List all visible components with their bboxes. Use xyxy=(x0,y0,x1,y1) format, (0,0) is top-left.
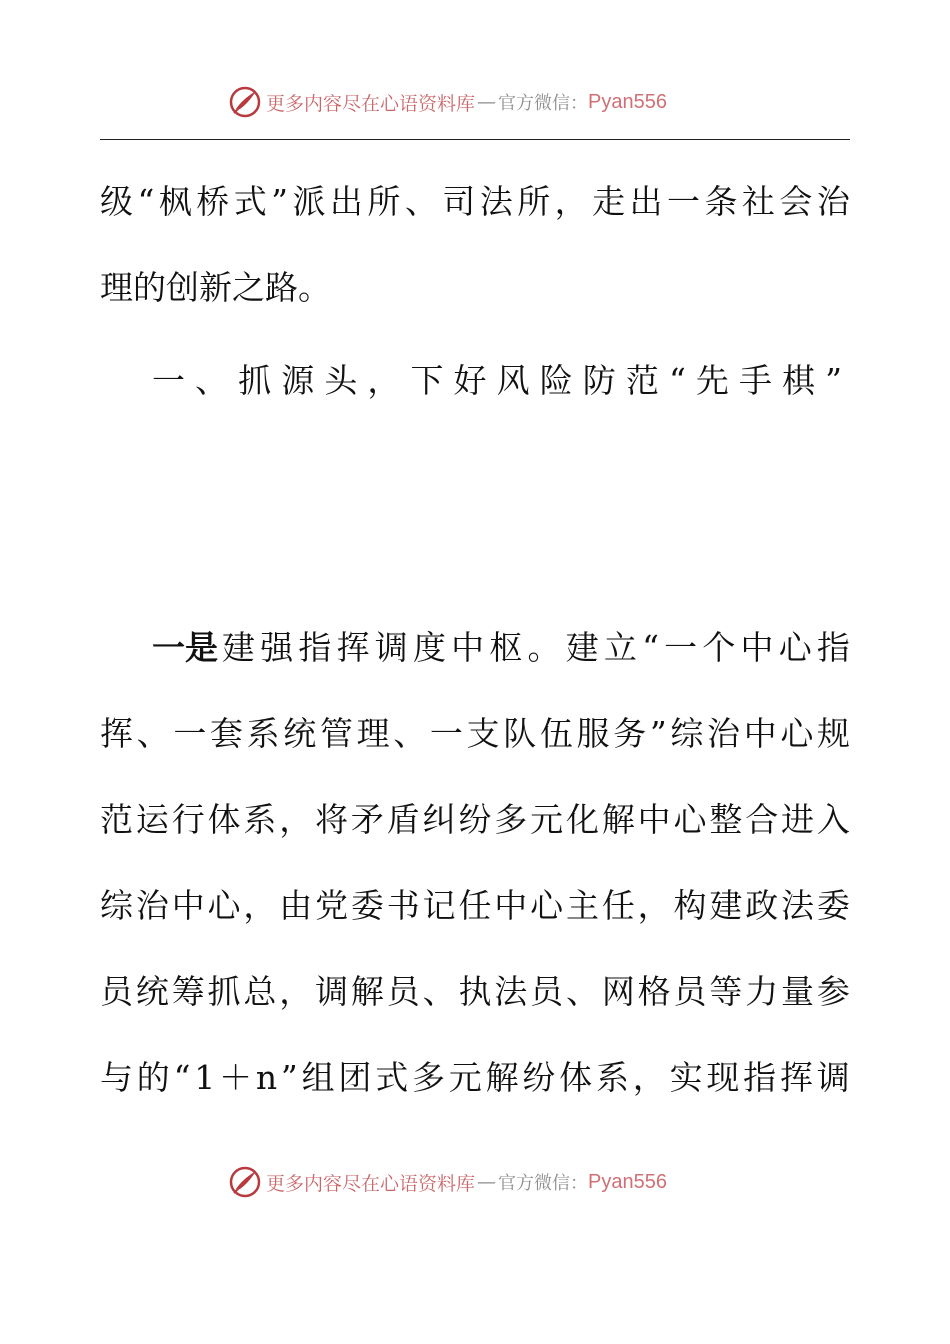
watermark-label: 官方微信： xyxy=(498,93,589,114)
text-glyph: 会 xyxy=(779,182,813,221)
text-glyph: 治 xyxy=(135,886,169,925)
text-glyph: 体 xyxy=(559,1058,593,1097)
text-line xyxy=(100,1056,850,1100)
text-glyph: 入 xyxy=(816,800,850,839)
text-glyph: 解 xyxy=(485,1058,519,1097)
text-glyph: 调 xyxy=(816,1058,850,1097)
text-glyph: 桥 xyxy=(196,182,230,221)
text-glyph: 中 xyxy=(494,886,528,925)
text-glyph: 源 xyxy=(281,361,315,400)
text-glyph: “ xyxy=(668,361,686,400)
text-glyph: 中 xyxy=(637,800,671,839)
text-glyph: 管 xyxy=(319,714,353,753)
text-glyph: 中 xyxy=(451,628,485,667)
text-glyph: 调 xyxy=(315,972,349,1011)
text-glyph: ， xyxy=(637,886,671,925)
text-glyph: 解 xyxy=(601,800,635,839)
text-glyph: 等 xyxy=(709,972,743,1011)
text-glyph: 任 xyxy=(458,886,492,925)
text-glyph: 法 xyxy=(781,886,815,925)
text-glyph: 范 xyxy=(625,361,659,400)
text-glyph: 服 xyxy=(576,714,610,753)
text-glyph: 、 xyxy=(422,972,456,1011)
text-glyph: 纠 xyxy=(422,800,456,839)
text-glyph: 网 xyxy=(601,972,635,1011)
text-glyph: ， xyxy=(367,361,401,400)
text-glyph: 挥 xyxy=(779,1058,813,1097)
text-glyph: 员 xyxy=(530,972,564,1011)
text-glyph: 团 xyxy=(338,1058,372,1097)
text-line xyxy=(100,180,850,224)
text-glyph: 法 xyxy=(479,182,513,221)
text-glyph: 心 xyxy=(530,886,564,925)
text-glyph: 中 xyxy=(743,714,777,753)
text-glyph: 建 xyxy=(222,628,255,667)
text-glyph: 中 xyxy=(740,628,774,667)
text-glyph: 多 xyxy=(411,1058,445,1097)
text-glyph: 综 xyxy=(670,714,704,753)
text-glyph: 总 xyxy=(243,972,277,1011)
text-line xyxy=(100,970,850,1014)
text-glyph: 式 xyxy=(375,1058,409,1097)
watermark-text: 更多内容尽在心语资料库 xyxy=(266,1172,476,1195)
text-glyph: 指 xyxy=(298,628,332,667)
text-glyph: 筹 xyxy=(171,972,205,1011)
text-glyph: 务 xyxy=(613,714,647,753)
text-glyph: n xyxy=(255,1058,278,1097)
text-glyph: 1 xyxy=(194,1058,216,1097)
header-rule xyxy=(100,139,850,140)
text-glyph: 防 xyxy=(582,361,616,400)
text-glyph: 建 xyxy=(565,628,599,667)
text-glyph: 、 xyxy=(404,182,438,221)
text-glyph: 强 xyxy=(260,628,294,667)
text-glyph: “ xyxy=(137,182,155,221)
text-glyph: 矛 xyxy=(350,800,384,839)
text-glyph: 组 xyxy=(301,1058,335,1097)
text-glyph: ， xyxy=(279,972,313,1011)
text-glyph: 枢 xyxy=(489,628,523,667)
text-glyph: 伍 xyxy=(539,714,573,753)
text-glyph: 套 xyxy=(209,714,243,753)
text-line xyxy=(100,884,850,928)
text-glyph: 员 xyxy=(386,972,420,1011)
text-glyph: 抓 xyxy=(207,972,241,1011)
text-glyph: 、 xyxy=(393,714,427,753)
text-glyph: 头 xyxy=(324,361,358,400)
text-glyph: 出 xyxy=(329,182,363,221)
text-glyph: 挥 xyxy=(100,714,133,753)
text-glyph: 中 xyxy=(171,886,205,925)
text-glyph: 参 xyxy=(816,972,850,1011)
watermark-separator: — xyxy=(477,1171,497,1193)
text-glyph: 实 xyxy=(669,1058,703,1097)
text-line xyxy=(152,626,850,670)
text-glyph: 挥 xyxy=(336,628,370,667)
text-glyph: 社 xyxy=(741,182,775,221)
text-glyph: 出 xyxy=(629,182,663,221)
text-glyph: ” xyxy=(825,361,842,400)
text-glyph: 执 xyxy=(458,972,492,1011)
text-glyph: 行 xyxy=(171,800,205,839)
text-glyph: 一 xyxy=(429,714,463,753)
text-line: 理的创新之路。 xyxy=(100,268,331,307)
text-glyph: 政 xyxy=(745,886,779,925)
text-glyph: 所 xyxy=(367,182,401,221)
watermark-wechat-id: Pyan556 xyxy=(588,1170,667,1193)
text-glyph: 、 xyxy=(136,714,170,753)
text-glyph: 、 xyxy=(565,972,599,1011)
text-glyph: 手 xyxy=(738,361,772,400)
text-glyph: “ xyxy=(173,1058,191,1097)
section-heading xyxy=(152,359,842,403)
text-glyph: 心 xyxy=(778,628,812,667)
text-glyph: 格 xyxy=(637,972,671,1011)
text-glyph: 心 xyxy=(673,800,707,839)
text-glyph: 任 xyxy=(601,886,635,925)
text-glyph: ， xyxy=(279,800,313,839)
watermark-footer xyxy=(228,1162,667,1202)
text-glyph: 构 xyxy=(673,886,707,925)
text-glyph: 范 xyxy=(100,800,133,839)
watermark-text: 更多内容尽在心语资料库 xyxy=(266,92,476,115)
text-glyph: 派 xyxy=(292,182,326,221)
text-glyph: 治 xyxy=(707,714,741,753)
text-glyph: 下 xyxy=(410,361,444,400)
text-glyph: 的 xyxy=(136,1058,170,1097)
text-glyph: 心 xyxy=(207,886,241,925)
text-glyph: 理 xyxy=(356,714,390,753)
watermark-separator: — xyxy=(477,91,497,113)
text-glyph: 一 xyxy=(152,361,185,400)
text-glyph: 书 xyxy=(386,886,420,925)
text-glyph: 进 xyxy=(781,800,815,839)
text-glyph: 走 xyxy=(592,182,626,221)
text-glyph: 指 xyxy=(743,1058,777,1097)
text-glyph: 级 xyxy=(100,182,133,221)
text-glyph: 员 xyxy=(673,972,707,1011)
text-glyph: 调 xyxy=(374,628,408,667)
text-glyph: 式 xyxy=(233,182,267,221)
text-glyph: 。 xyxy=(527,628,561,667)
text-glyph: ， xyxy=(632,1058,666,1097)
text-glyph: 统 xyxy=(135,972,169,1011)
text-glyph: 规 xyxy=(817,714,850,753)
watermark-label: 官方微信： xyxy=(498,1173,589,1194)
text-glyph: 好 xyxy=(453,361,487,400)
text-glyph: ” xyxy=(271,182,289,221)
watermark-wechat-id: Pyan556 xyxy=(588,90,667,113)
text-glyph: 力 xyxy=(745,972,779,1011)
text-glyph: 条 xyxy=(704,182,738,221)
text-glyph: 现 xyxy=(706,1058,740,1097)
text-glyph: ， xyxy=(243,886,277,925)
text-glyph: ， xyxy=(554,182,588,221)
text-glyph: 系 xyxy=(246,714,280,753)
text-glyph: 将 xyxy=(315,800,349,839)
text-glyph: 元 xyxy=(448,1058,482,1097)
text-glyph: 一 xyxy=(667,182,700,221)
text-glyph: 系 xyxy=(595,1058,629,1097)
text-glyph: 盾 xyxy=(386,800,420,839)
text-glyph: 体 xyxy=(207,800,241,839)
quill-logo-icon xyxy=(228,85,262,119)
watermark-header xyxy=(228,82,667,122)
text-glyph: 多 xyxy=(494,800,528,839)
text-glyph: 抓 xyxy=(238,361,272,400)
text-glyph: 治 xyxy=(816,182,850,221)
text-glyph: 所 xyxy=(517,182,551,221)
text-glyph: 委 xyxy=(350,886,384,925)
text-glyph: 枫 xyxy=(158,182,192,221)
text-segment xyxy=(222,626,850,670)
text-glyph: 指 xyxy=(816,628,850,667)
text-glyph: 一 xyxy=(173,714,207,753)
text-glyph: ＋ xyxy=(219,1058,253,1097)
text-glyph: 主 xyxy=(565,886,599,925)
text-glyph: 委 xyxy=(816,886,850,925)
text-glyph: 系 xyxy=(243,800,277,839)
text-glyph: 与 xyxy=(100,1058,133,1097)
text-glyph: 记 xyxy=(422,886,456,925)
text-glyph: 综 xyxy=(100,886,133,925)
text-glyph: 党 xyxy=(315,886,349,925)
quill-logo-icon xyxy=(228,1165,262,1199)
text-glyph: 纷 xyxy=(458,800,492,839)
text-glyph: 司 xyxy=(442,182,476,221)
text-glyph: 员 xyxy=(100,972,133,1011)
text-glyph: 解 xyxy=(350,972,384,1011)
text-glyph: 队 xyxy=(503,714,537,753)
text-glyph: 由 xyxy=(279,886,313,925)
text-glyph: 、 xyxy=(195,361,229,400)
text-glyph: 心 xyxy=(780,714,814,753)
lead-emphasis: 一是 xyxy=(152,628,218,667)
text-glyph: 化 xyxy=(565,800,599,839)
text-glyph: 量 xyxy=(781,972,815,1011)
text-glyph: 元 xyxy=(530,800,564,839)
text-glyph: 个 xyxy=(702,628,736,667)
text-glyph: 险 xyxy=(539,361,573,400)
text-glyph: 合 xyxy=(745,800,779,839)
text-glyph: 度 xyxy=(412,628,446,667)
text-glyph: ” xyxy=(280,1058,298,1097)
text-glyph: 运 xyxy=(135,800,169,839)
text-glyph: “ xyxy=(642,628,659,667)
text-glyph: 风 xyxy=(496,361,530,400)
text-glyph: 立 xyxy=(603,628,637,667)
text-glyph: 统 xyxy=(283,714,317,753)
text-glyph: 棋 xyxy=(782,361,816,400)
text-glyph: 一 xyxy=(664,628,698,667)
text-glyph: 支 xyxy=(466,714,500,753)
text-glyph: 整 xyxy=(709,800,743,839)
text-line xyxy=(100,712,850,756)
text-glyph: ” xyxy=(649,714,667,753)
text-glyph: 纷 xyxy=(522,1058,556,1097)
text-glyph: 建 xyxy=(709,886,743,925)
text-glyph: 先 xyxy=(695,361,729,400)
text-glyph: 法 xyxy=(494,972,528,1011)
text-line xyxy=(100,798,850,842)
